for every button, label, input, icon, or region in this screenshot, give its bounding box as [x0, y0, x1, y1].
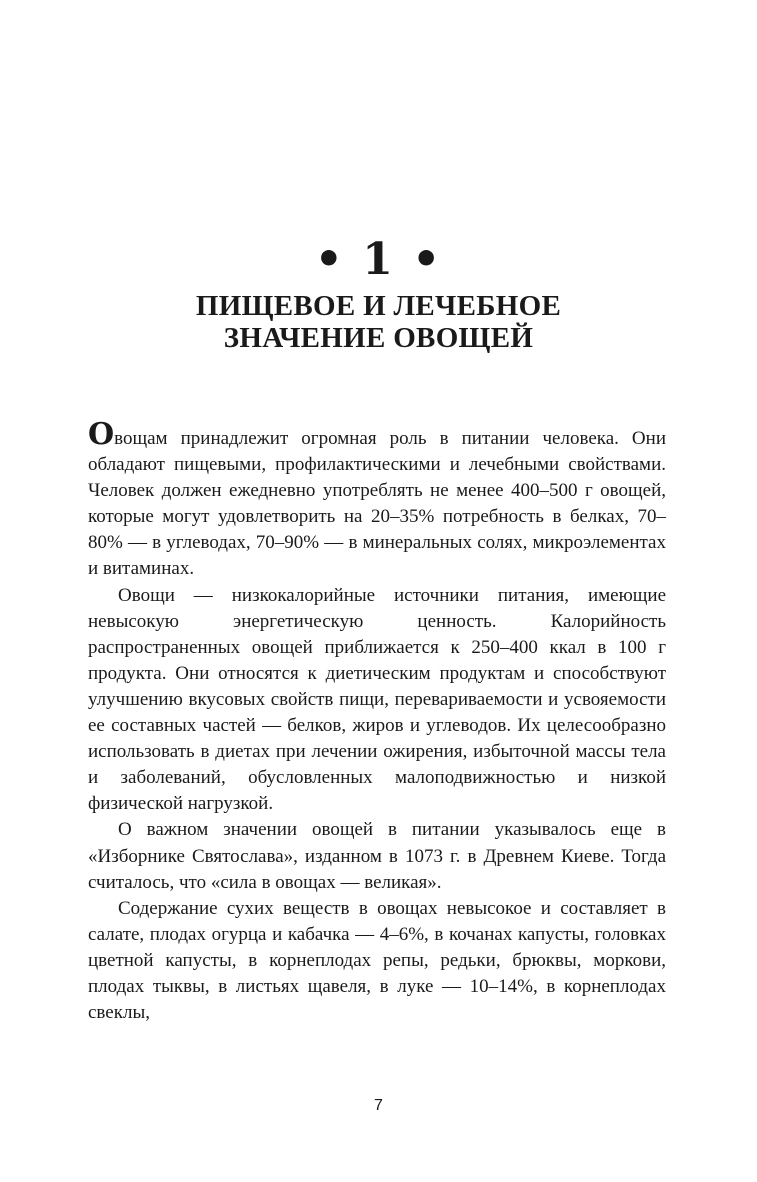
- chapter-title-line-1: ПИЩЕВОЕ И ЛЕЧЕБНОЕ: [195, 290, 562, 322]
- chapter-number: • 1 •: [314, 234, 443, 285]
- drop-cap: О: [88, 417, 115, 452]
- chapter-title-line-2: ЗНАЧЕНИЕ ОВОЩЕЙ: [223, 322, 534, 354]
- paragraph-3: О важном значении овощей в питании указывалось еще в «Изборнике Святослава», изданном в 1073 г. в Древнем Киеве. Тогда считалось, что «сила в овощах — великая».: [88, 819, 666, 893]
- chapter-body: [88, 417, 666, 1026]
- chapter-title: [0, 290, 757, 354]
- paragraph-1: [88, 417, 666, 583]
- paragraph-1-text: вощам принадлежит огромная роль в питании человека. Они обладают пищевыми, профилактическими и лечебными свойствами. Человек должен ежедневно употреблять не менее 400–500 г овощей, которые могут удовлетворить на 20–35% потребность в белках, 70–80% — в углеводах, 70–90% — в минеральных солях, микроэлементах и витаминах.: [88, 428, 666, 580]
- paragraph-2: Овощи — низкокалорийные источники питания, имеющие невысокую энергетическую ценность. Калорийность распространенных овощей приближается к 250–400 ккал в 100 г продукта. Они относятся к диетическим продуктам и способствуют улучшению вкусовых свойств пищи, перевариваемости и усвояемости ее составных частей — белков, жиров и углеводов. Их целесообразно использовать в диетах при лечении ожирения, избыточной массы тела и заболеваний, обусловленных малоподвижностью и низкой физической нагрузкой.: [88, 584, 666, 815]
- page-number: 7: [374, 1097, 383, 1114]
- paragraph-4: Содержание сухих веществ в овощах невысокое и составляет в салате, плодах огурца и кабачка — 4–6%, в кочанах капусты, головках цветной капусты, в корнеплодах репы, редьки, брюквы, моркови, плодах тыквы, в листьях щавеля, в луке — 10–14%, в корнеплодах свеклы,: [88, 897, 666, 1024]
